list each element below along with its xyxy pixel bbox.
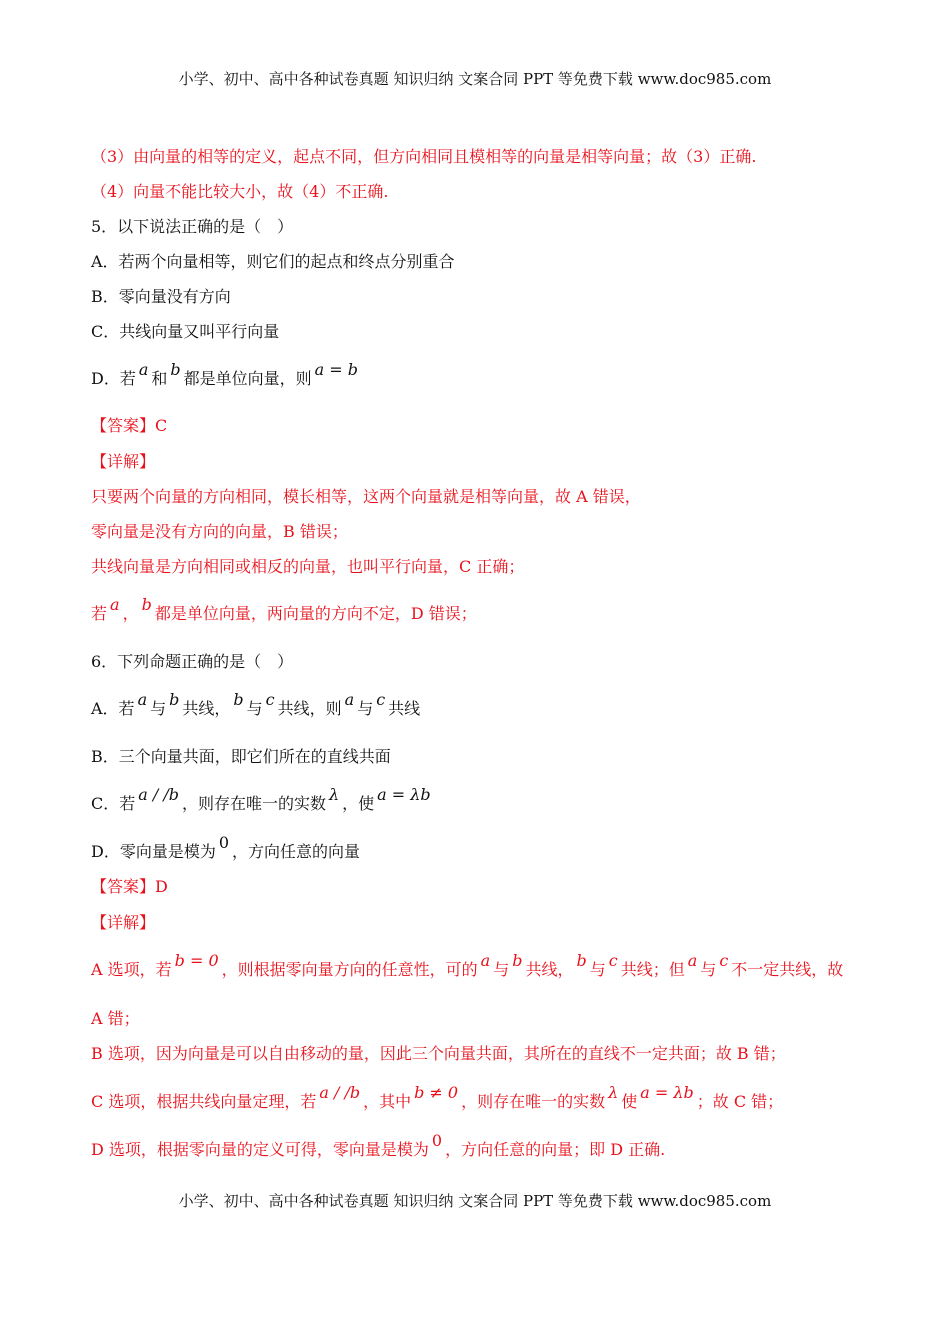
q5-option-d: D．若 a 和 b 都是单位向量，则 a = b [91, 360, 359, 388]
q5-detail-3: 共线向量是方向相同或相反的向量，也叫平行向量，C 正确； [91, 557, 525, 576]
q5-detail-2: 零向量是没有方向的向量，B 错误； [91, 522, 348, 541]
q6-option-a: A．若 a 与 b 共线， b 与 c 共线，则 a 与 c 共线 [91, 690, 421, 718]
q5-option-c: C．共线向量又叫平行向量 [91, 322, 280, 341]
q5-option-a: A．若两个向量相等，则它们的起点和终点分别重合 [91, 252, 455, 271]
q6-option-b: B．三个向量共面，即它们所在的直线共面 [91, 747, 391, 766]
q6-option-c: C．若 a / /b ，则存在唯一的实数 λ ，使 a = λb [91, 785, 431, 813]
q5-detail-1: 只要两个向量的方向相同，模长相等，这两个向量就是相等向量，故 A 错误， [91, 487, 641, 506]
prev-explanation-3: （3）由向量的相等的定义，起点不同，但方向相同且模相等的向量是相等向量；故（3）正确. [91, 147, 757, 166]
q6-detail-a: A 选项，若 b = 0 ，则根据零向量方向的任意性，可的 a 与 b 共线， b 与 c 共线；但 a 与 c 不一定共线，故 [91, 951, 844, 979]
q5-detail-label: 【详解】 [91, 452, 156, 471]
q6-detail-b: B 选项，因为向量是可以自由移动的量，因此三个向量共面，其所在的直线不一定共面；故 B 错； [91, 1044, 786, 1063]
q6-detail-d: D 选项，根据零向量的定义可得，零向量是模为 0 ，方向任意的向量；即 D 正确. [91, 1131, 666, 1159]
q6-detail-c: C 选项，根据共线向量定理，若 a / /b ，其中 b ≠ 0 ，则存在唯一的实数 λ 使 a = λb ；故 C 错； [91, 1083, 784, 1111]
q6-answer: 【答案】D [91, 877, 168, 896]
q6-option-d: D．零向量是模为 0 ，方向任意的向量 [91, 833, 361, 861]
q6-stem: 6．下列命题正确的是（ ） [91, 652, 294, 671]
q5-answer: 【答案】C [91, 416, 168, 435]
q6-detail-a-cont: A 错； [91, 1009, 140, 1028]
q5-option-b: B．零向量没有方向 [91, 287, 231, 306]
page-footer: 小学、初中、高中各种试卷真题 知识归纳 文案合同 PPT 等免费下载 www.doc985.com [178, 1192, 772, 1210]
page-header: 小学、初中、高中各种试卷真题 知识归纳 文案合同 PPT 等免费下载 www.doc985.com [178, 70, 772, 88]
q5-detail-4: 若 a ， b 都是单位向量，两向量的方向不定，D 错误； [91, 595, 477, 623]
prev-explanation-4: （4）向量不能比较大小，故（4）不正确. [91, 182, 389, 201]
q5-stem: 5．以下说法正确的是（ ） [91, 217, 294, 236]
q6-detail-label: 【详解】 [91, 913, 156, 932]
